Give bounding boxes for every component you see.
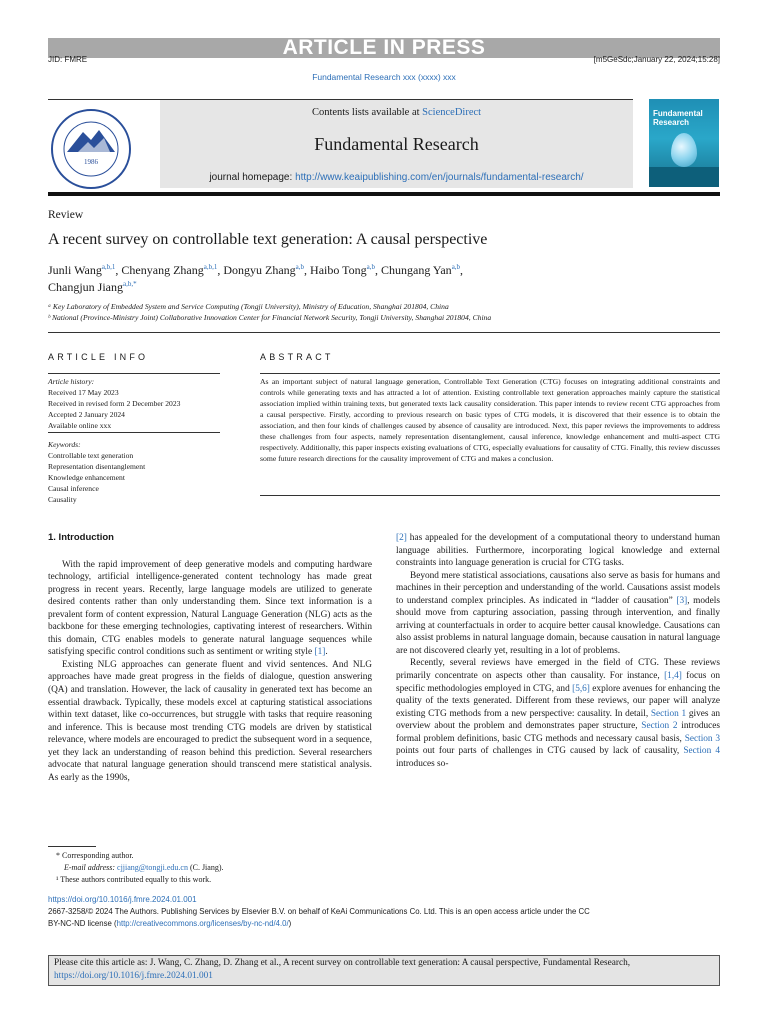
license-line [48, 919, 291, 928]
section-heading-introduction: 1. Introduction [48, 532, 114, 543]
license-link[interactable]: http://creativecommons.org/licenses/by-nc-nd/4.0/ [116, 919, 289, 928]
abstract-rule [260, 373, 720, 374]
journal-title: Fundamental Research [314, 134, 479, 154]
journal-id: JID: FMRE [48, 55, 88, 64]
body-right-column [396, 532, 720, 770]
paragraph-text: explore avenues for enhancing the quality of the texts generated. Different from these reviews, our paper will analyze existing CTG methods from a new perspective: causality. In detail, [396, 683, 720, 719]
paragraph [396, 570, 720, 658]
cover-title-line-2: Research [653, 118, 690, 127]
citation-link[interactable]: [2] [396, 533, 407, 543]
article-info-heading: ARTICLE INFO [48, 352, 149, 362]
cite-doi-link[interactable]: https://doi.org/10.1016/j.fmre.2024.01.001 [54, 971, 213, 981]
author-separator: , [460, 263, 464, 277]
body-left-column [48, 532, 372, 784]
cover-title-line-1: Fundamental [653, 109, 703, 118]
history-label: Article history: [48, 377, 95, 386]
author[interactable]: Chungang Yan [381, 263, 452, 277]
history-item: Received in revised form 2 December 2023 [48, 399, 181, 408]
paragraph [48, 559, 372, 659]
paragraph-text: introduces formal problem definitions, basic CTG methods and necessary causal basis, [396, 721, 721, 744]
author-separator: , [304, 263, 311, 277]
author[interactable]: Junli Wang [48, 263, 102, 277]
keyword: Causal inference [48, 484, 99, 493]
cite-body: Please cite this article as: J. Wang, C. Zhang, D. Zhang et al., A recent survey on controllable text generation: A causal perspective, Fundamental Research, [54, 958, 631, 968]
keywords-label: Keywords: [48, 440, 81, 449]
author-affiliation-marker[interactable]: a,b,1 [101, 263, 116, 271]
banner-text: ARTICLE IN PRESS [282, 36, 486, 59]
license-line: 2667-3258/© 2024 The Authors. Publishing Services by Elsevier B.V. on behalf of KeAi Communications Co. Ltd. This is an open access article under the CC [48, 907, 590, 916]
paragraph-text: introduces so- [396, 758, 449, 769]
paragraph-text: has appealed for the development of a computational theory to understand human language abilities. Furthermore, incorporating logical knowledge and external constraints into language generation is crucial for CTG tasks. [396, 533, 720, 569]
section-rule [48, 332, 720, 333]
author-list [48, 262, 668, 296]
journal-reference-line[interactable]: Fundamental Research xxx (xxxx) xxx [312, 72, 456, 82]
abstract-bottom-rule [260, 495, 720, 496]
paragraph [396, 532, 720, 570]
author-affiliation-marker[interactable]: a,b [366, 263, 375, 271]
section-link[interactable]: Section 3 [684, 733, 721, 744]
section-link[interactable]: Section 2 [641, 721, 678, 732]
article-info-rule [48, 373, 220, 374]
affiliation-b: ᵇ National (Province-Ministry Joint) Collaborative Innovation Center for Financial Network Security, Tongji University, Shanghai 201804, China [48, 313, 492, 322]
author-affiliation-marker[interactable]: a,b,1 [203, 263, 218, 271]
keywords-rule [48, 432, 220, 433]
cover-wave [649, 167, 719, 187]
paragraph-text: focus on specific methodologies employed in CTG, and [396, 671, 720, 694]
paragraph-text: With the rapid improvement of deep generative models and computing hardware technology, artificial intelligence-generated content technology has made great progress in recent years. Recently, large language models are utilized to generate desired contents rather than only understanding them. Since text information is a prevalent form of content expression, Natural Language Generation (NLG) acts as the backbone for these emerging technologies, captivating interest of researchers. Within this domain, CTG enables models to generate natural language sequences while satisfying specific control conditions such as sentiment or writing style [48, 559, 372, 658]
history-item: Accepted 2 January 2024 [48, 410, 125, 419]
paragraph-text: , models should move from capturing association, passing through intervention, and finally arriving at counterfactuals in order to acquire better causal knowledge. Causations can also assist problems in natural language domain, because causation in natural language are not discovered clearly yet, resulting in a lot of problems. [396, 595, 720, 656]
paragraph-text: Recently, several reviews have emerged in the field of CTG. These reviews primarily concentrate on aspects other than causality. For instance, [396, 658, 720, 682]
paragraph-text: points out four parts of challenges in CTG caused by lack of causality, [396, 746, 684, 757]
abstract-heading: ABSTRACT [260, 352, 334, 362]
affiliation-a: ᵃ Key Laboratory of Embedded System and Service Computing (Tongji University), Ministry of Education, Shanghai 201804, China [48, 302, 449, 311]
paragraph: Existing NLG approaches can generate fluent and vivid sentences. And NLG approaches have made great progress in the fields of dialogue, question answering (QA) and translation. However, the lack of causality in generated text has become an essential drawback. Typically, these models excel at capturing statistical associations within text dataset, like co-occurrences, but struggle with tasks that require reasoning and inference. This is because most trending CTG models are driven by statistical relevance, where models are encouraged to predict the subsequent word in a sequence, yet they lack an understanding of reason behind this prediction. Several researchers advocate that natural language generation should transcend mere statistical analysis. As early as the 1990s, [48, 659, 372, 783]
cover-title [653, 109, 703, 127]
abstract-text: As an important subject of natural language generation, Controllable Text Generation (CTG) focuses on integrating additional constraints and controls while generating texts and has attracted a lot of attention. Existing controllable text generation approaches mainly capture the statistical association implied within training texts, but generated texts lack causality consideration. This paper intends to review recent CTG approaches from a causal perspective. Firstly, according to previous research on basic types of CTG models, it is discovered that their essence is to obtain the association, and then four kinds of challenges caused by absence of causality are introduced. Next, this paper reviews the improvements to address these challenges from four aspects, namely representation disentanglement, causal inference, knowledge enhancement and multi-aspect CTG respectively. Additionally, this paper inspects existing evaluations of CTG, especially evaluations for causality of CTG. Finally, this review discusses some future research directions for the causality improvement of CTG and makes a conclusion. [260, 377, 720, 464]
email-suffix: (C. Jiang). [187, 863, 224, 872]
citation-link[interactable]: [1] [314, 647, 326, 658]
keyword: Controllable text generation [48, 451, 134, 460]
keyword: Knowledge enhancement [48, 473, 125, 482]
masthead-bottom-rule [48, 192, 720, 196]
sciencedirect-link[interactable]: ScienceDirect [422, 107, 482, 118]
journal-homepage [160, 172, 633, 183]
license-text: BY-NC-ND license ( [48, 919, 117, 928]
footnote-equal-contribution: ¹ These authors contributed equally to this work. [56, 875, 212, 884]
footnote-email [64, 863, 224, 872]
water-drop-icon [671, 133, 697, 167]
license-text: ) [288, 919, 292, 928]
history-item: Available online xxx [48, 421, 112, 430]
footnote-rule [48, 846, 96, 847]
section-link[interactable]: Section 1 [650, 708, 687, 719]
author-separator: , [217, 263, 224, 277]
cite-text [54, 957, 716, 983]
citation-link[interactable]: [1,4] [664, 671, 682, 682]
timestamp: [m5GeSdc;January 22, 2024;15:28] [593, 55, 720, 64]
homepage-prefix: journal homepage: [209, 172, 296, 183]
society-logo-icon [50, 108, 132, 190]
keyword: Representation disentanglement [48, 462, 146, 471]
paragraph [396, 657, 720, 770]
article-type: Review [48, 209, 84, 221]
keyword: Causality [48, 495, 77, 504]
paragraph-text: gives an overview about the problem and demonstrates paper structure, [396, 708, 720, 732]
section-link[interactable]: Section 4 [683, 746, 720, 757]
author[interactable]: Changjun Jiang [48, 280, 123, 294]
paragraph-text: . [325, 647, 328, 658]
author-affiliation-marker[interactable]: a,b,* [123, 280, 137, 288]
author-separator: , [375, 263, 381, 277]
citation-link[interactable]: [5,6] [572, 683, 590, 694]
homepage-link[interactable]: http://www.keaipublishing.com/en/journals/fundamental-research/ [295, 172, 584, 183]
journal-cover-image [649, 99, 719, 187]
author[interactable]: Dongyu Zhang [223, 263, 296, 277]
svg-text:1986: 1986 [84, 158, 98, 166]
history-item: Received 17 May 2023 [48, 388, 119, 397]
contents-prefix: Contents lists available at [311, 107, 423, 118]
email-link[interactable]: cjjiang@tongji.edu.cn [117, 863, 188, 872]
author-separator: , [115, 263, 122, 277]
author-affiliation-marker[interactable]: a,b [295, 263, 305, 271]
doi-link[interactable]: https://doi.org/10.1016/j.fmre.2024.01.001 [48, 895, 197, 904]
footnote-corresponding: * Corresponding author. [56, 851, 134, 860]
author[interactable]: Chenyang Zhang [121, 263, 204, 277]
author-affiliation-marker[interactable]: a,b [451, 263, 461, 271]
paragraph-text: Beyond mere statistical associations, causations also serve as basis for humans and machines in their perception and understanding of the world. Causations assist models to understand complex principles. As indicated in “ladder of causation” [396, 570, 720, 606]
email-label: E-mail address: [64, 863, 118, 872]
author[interactable]: Haibo Tong [310, 263, 367, 277]
citation-link[interactable]: [3] [676, 595, 688, 606]
article-title: A recent survey on controllable text generation: A causal perspective [48, 231, 488, 248]
contents-available [160, 107, 633, 118]
